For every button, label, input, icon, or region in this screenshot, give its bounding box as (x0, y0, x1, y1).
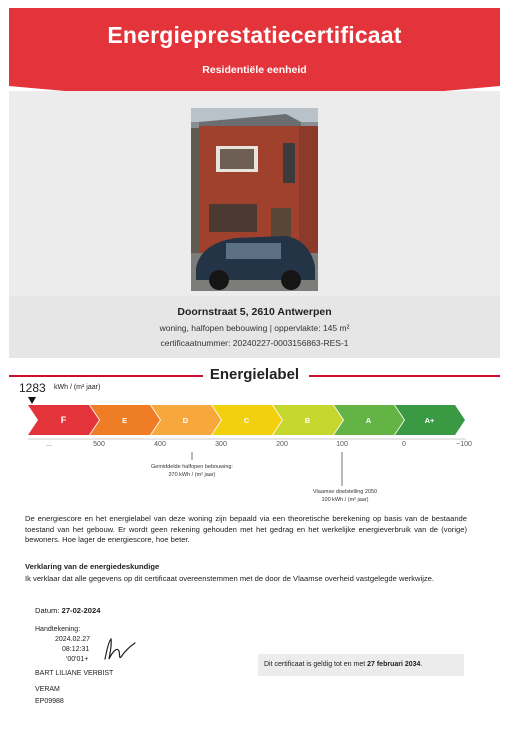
page-subtitle: Residentiële eenheid (202, 64, 307, 76)
address-band (9, 296, 500, 358)
divider-right (309, 375, 500, 377)
energy-class-label: A+ (424, 416, 435, 425)
date-label: Datum: (35, 606, 60, 615)
tick-label: 400 (154, 441, 166, 448)
average-note-line1: Gemiddelde halfopen bebouwing: (151, 464, 233, 470)
expert-organisation: VERAM (35, 686, 60, 693)
scale-markers (0, 448, 516, 490)
certificate-number: certificaatnummer: 20240227-0003156863-RES-1 (160, 338, 349, 348)
declaration-text: Ik verklaar dat alle gegevens op dit certificaat overeenstemmen met de door de Vlaamse overheid vastgelegde werkwijze. (25, 574, 435, 583)
energy-class-label: D (182, 416, 189, 425)
date-row (35, 606, 100, 615)
energy-score-unit: kWh / (m² jaar) (54, 384, 101, 391)
validity-suffix: . (420, 661, 423, 668)
tick-label: −100 (456, 441, 472, 448)
energy-label-title: Energielabel (209, 366, 300, 383)
target-note-line1: Vlaamse doelstelling 2050 (312, 489, 378, 495)
tick-label: 0 (402, 441, 406, 448)
energy-class-label: C (243, 416, 250, 425)
property-description: woning, halfopen bebouwing | oppervlakte: 145 m² (159, 323, 350, 333)
validity-box (258, 654, 464, 676)
expert-name: BART LILIANE VERBIST (35, 670, 114, 677)
address: Doornstraat 5, 2610 Antwerpen (177, 306, 332, 318)
average-note (132, 463, 252, 479)
average-note-line2: 370 kWh / (m² jaar) (168, 472, 216, 478)
tick-label: ... (46, 441, 52, 448)
energy-scale (28, 403, 473, 441)
energy-class-label: F (60, 415, 67, 425)
signature-time: 08:12:31 (62, 646, 90, 653)
tick-label: 200 (276, 441, 288, 448)
date-value: 27-02-2024 (61, 606, 101, 615)
tick-label: 300 (215, 441, 227, 448)
declaration-heading: Verklaring van de energiedeskundige (25, 562, 160, 571)
explanation-text: De energiescore en het energielabel van deze woning zijn bepaald via een theoretische berekening op basis van de bestaande toestand van het gebouw. Er wordt geen rekening gehouden met het gedrag en het werkelijke energieverbruik van de (vorige) bewoners. Hoe lager de energiescore, hoe beter. (25, 514, 467, 544)
tick-label: 500 (93, 441, 105, 448)
validity-date: 27 februari 2034 (367, 661, 421, 668)
validity-prefix: Dit certificaat is geldig tot en met (264, 661, 366, 668)
tick-label: 100 (336, 441, 348, 448)
signature-date: 2024.02.27 (55, 636, 91, 643)
signature-timezone: '00'01+ (66, 656, 89, 663)
page-title: Energieprestatiecertificaat (107, 22, 402, 48)
target-note-line2: 100 kWh / (m² jaar) (321, 497, 369, 503)
energy-class-label: E (121, 416, 128, 425)
certificate-page (9, 8, 500, 728)
expert-id: EP09988 (35, 698, 64, 705)
energy-class-label: A (365, 416, 372, 425)
house-photo (191, 108, 318, 291)
signature-label: Handtekening: (35, 626, 81, 633)
energy-score: 1283 (19, 381, 46, 395)
target-note (290, 488, 400, 504)
energy-label-heading (9, 366, 500, 386)
energy-class-label: B (304, 416, 311, 425)
signature-icon (97, 635, 142, 665)
